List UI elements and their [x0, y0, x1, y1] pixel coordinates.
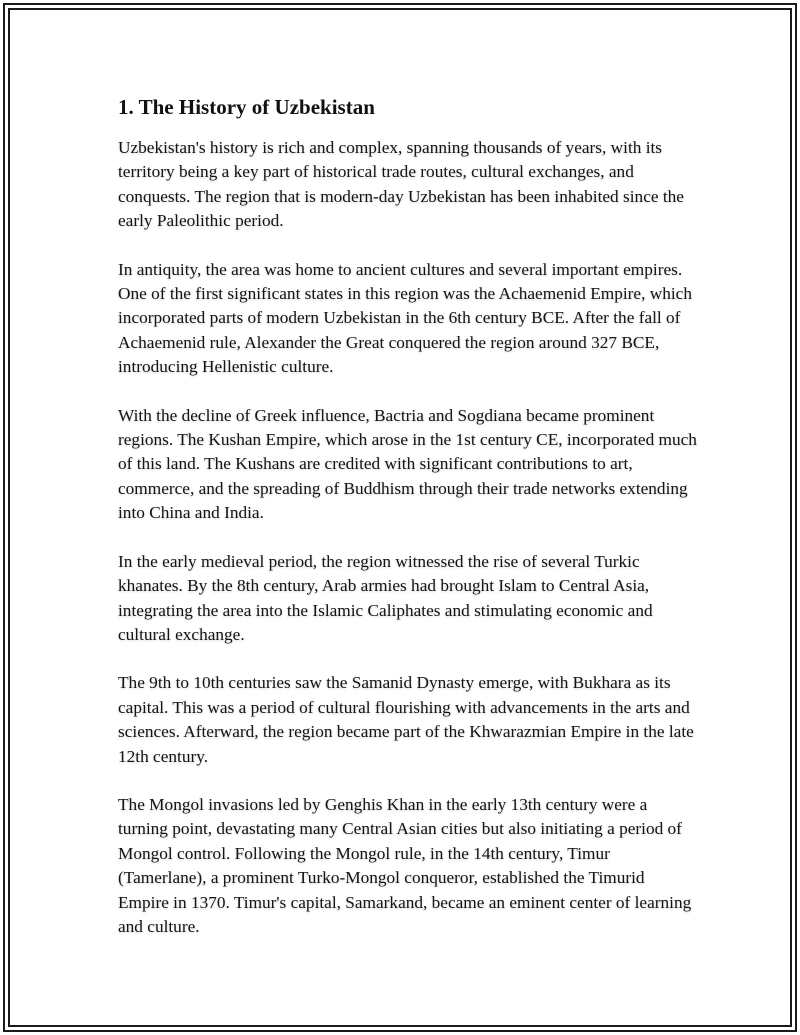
document-body [118, 94, 698, 963]
paragraph-kushan: With the decline of Greek influence, Bactria and Sogdiana became prominent regions. The Kushan Empire, which arose in the 1st century CE, incorporated much of this land. The Kushans are credited with significant contributions to art, commerce, and the spreading of Buddhism through their trade networks extending into China and India. [118, 405, 697, 523]
paragraph-medieval: In the early medieval period, the region witnessed the rise of several Turkic khanates. By the 8th century, Arab armies had brought Islam to Central Asia, integrating the area into the Islamic Caliphates and stimulating economic and cultural exchange. [118, 551, 653, 644]
paragraph-intro: Uzbekistan's history is rich and complex, spanning thousands of years, with its territory being a key part of historical trade routes, cultural exchanges, and conquests. The region that is modern-day Uzbekistan has been inhabited since the early Paleolithic period. [118, 138, 684, 231]
paragraph-antiquity: In antiquity, the area was home to ancient cultures and several important empires. One of the first significant states in this region was the Achaemenid Empire, which incorporated parts of modern Uzbekistan in the 6th century BCE. After the fall of Achaemenid rule, Alexander the Great conquered the region around 327 BCE, introducing Hellenistic culture. [118, 259, 692, 377]
paragraph-samanid: The 9th to 10th centuries saw the Samanid Dynasty emerge, with Bukhara as its capital. This was a period of cultural flourishing with advancements in the arts and sciences. Afterward, the region became part of the Khwarazmian Empire in the late 12th century. [118, 673, 694, 766]
paragraph-mongol: The Mongol invasions led by Genghis Khan in the early 13th century were a turning point, devastating many Central Asian cities but also initiating a period of Mongol control. Following the Mongol rule, in the 14th century, Timur (Tamerlane), a prominent Turko-Mongol conqueror, established the Timurid Empire in 1370. Timur's capital, Samarkand, became an eminent center of learning and culture. [118, 794, 692, 936]
section-heading: 1. The History of Uzbekistan [118, 95, 375, 119]
